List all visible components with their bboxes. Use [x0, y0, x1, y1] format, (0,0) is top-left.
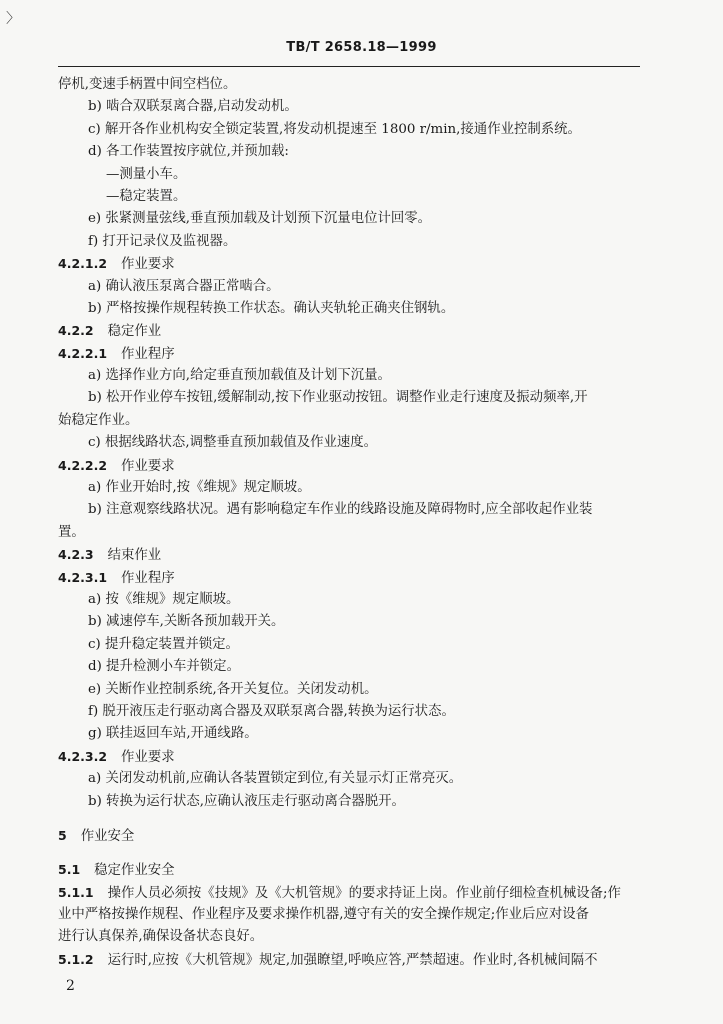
section-title: 稳定作业安全	[94, 863, 175, 879]
section-title: 运行时,应按《大机管规》规定,加强瞭望,呼唤应答,严禁超速。作业时,各机械间隔不	[107, 952, 598, 968]
section-number: 5.1	[58, 862, 81, 878]
section-heading	[58, 567, 648, 589]
text-line: a) 作业开始时,按《维规》规定顺坡。	[88, 480, 311, 496]
text-line: c) 根据线路状态,调整垂直预加载值及作业速度。	[88, 435, 378, 451]
section-heading	[58, 343, 648, 365]
page-number: 2	[66, 978, 75, 994]
text-line: —稳定装置。	[106, 188, 187, 204]
section-title: 作业程序	[121, 346, 175, 362]
text-line: c) 提升稳定装置并锁定。	[88, 636, 239, 652]
section-number: 4.2.1.2	[58, 256, 108, 272]
text-line: e) 张紧测量弦线,垂直预加载及计划预下沉量电位计回零。	[88, 211, 432, 227]
text-line: 进行认真保养,确保设备状态良好。	[58, 929, 264, 945]
section-heading	[58, 746, 648, 768]
section-number: 4.2.2	[58, 323, 94, 339]
text-line: b) 严格按操作规程转换工作状态。确认夹轨轮正确夹住钢轨。	[88, 300, 455, 316]
text-line: a) 关闭发动机前,应确认各装置锁定到位,有关显示灯正常亮灭。	[88, 771, 463, 787]
section-number: 5	[58, 827, 67, 843]
section-heading	[58, 320, 648, 342]
section-title: 作业要求	[121, 257, 175, 273]
text-line: —测量小车。	[106, 166, 187, 182]
section-heading	[58, 882, 648, 904]
text-line: a) 确认液压泵离合器正常啮合。	[88, 278, 280, 294]
text-line: 置。	[58, 524, 85, 540]
text-line: g) 联挂返回车站,开通线路。	[88, 726, 258, 742]
section-heading	[58, 544, 648, 566]
text-line: 停机,变速手柄置中间空档位。	[58, 77, 237, 92]
corner-mark: 〉	[6, 11, 20, 27]
page-header: TB/T 2658.18—1999	[286, 40, 437, 55]
text-line: f) 脱开液压走行驱动离合器及双联泵离合器,转换为运行状态。	[88, 703, 455, 719]
section-number: 4.2.2.1	[58, 345, 108, 361]
section-number: 4.2.3.2	[58, 748, 108, 764]
section-title: 作业安全	[80, 828, 135, 844]
header-rule	[58, 66, 640, 67]
section-title: 操作人员必须按《技规》及《大机管规》的要求持证上岗。作业前仔细检查机械设备;作	[107, 885, 621, 901]
text-line: b) 减速停车,关断各预加载开关。	[88, 614, 285, 630]
text-line: c) 解开各作业机构安全锁定装置,将发动机提速至 1800 r/min,接通作业控制系统。	[88, 121, 581, 137]
section-heading	[58, 455, 648, 477]
text-line: d) 各工作装置按序就位,并预加载:	[88, 144, 289, 160]
section-number: 4.2.3.1	[58, 569, 108, 585]
section-title: 结束作业	[107, 548, 162, 564]
text-line: 业中严格按操作规程、作业程序及要求操作机器,遵守有关的安全操作规定;作业后应对设备	[58, 907, 589, 923]
text-line: e) 关断作业控制系统,各开关复位。关闭发动机。	[88, 681, 378, 697]
section-heading	[58, 859, 648, 881]
section-number: 5.1.1	[58, 884, 94, 900]
text-line: a) 选择作业方向,给定垂直预加载值及计划下沉量。	[88, 368, 391, 384]
section-heading	[58, 825, 648, 847]
section-title: 作业要求	[121, 749, 175, 765]
section-number: 5.1.2	[58, 951, 94, 967]
text-line: a) 按《维规》规定顺坡。	[88, 591, 240, 607]
text-line: f) 打开记录仪及监视器。	[88, 233, 237, 249]
text-line: d) 提升检测小车并锁定。	[88, 659, 240, 675]
section-title: 作业程序	[121, 570, 175, 586]
section-number: 4.2.2.2	[58, 457, 108, 473]
text-line: b) 注意观察线路状况。遇有影响稳定车作业的线路设施及障碍物时,应全部收起作业装	[88, 502, 593, 518]
text-line: 始稳定作业。	[58, 412, 139, 428]
section-title: 作业要求	[121, 458, 175, 474]
section-number: 4.2.3	[58, 547, 94, 563]
section-title: 稳定作业	[107, 324, 162, 340]
text-line: b) 啮合双联泵离合器,启动发动机。	[88, 99, 298, 115]
section-heading	[58, 949, 648, 971]
text-line: b) 松开作业停车按钮,缓解制动,按下作业驱动按钮。调整作业走行速度及振动频率,开	[88, 390, 588, 406]
document-body	[58, 74, 648, 971]
section-heading	[58, 253, 648, 275]
text-line: b) 转换为运行状态,应确认液压走行驱动离合器脱开。	[88, 793, 405, 809]
